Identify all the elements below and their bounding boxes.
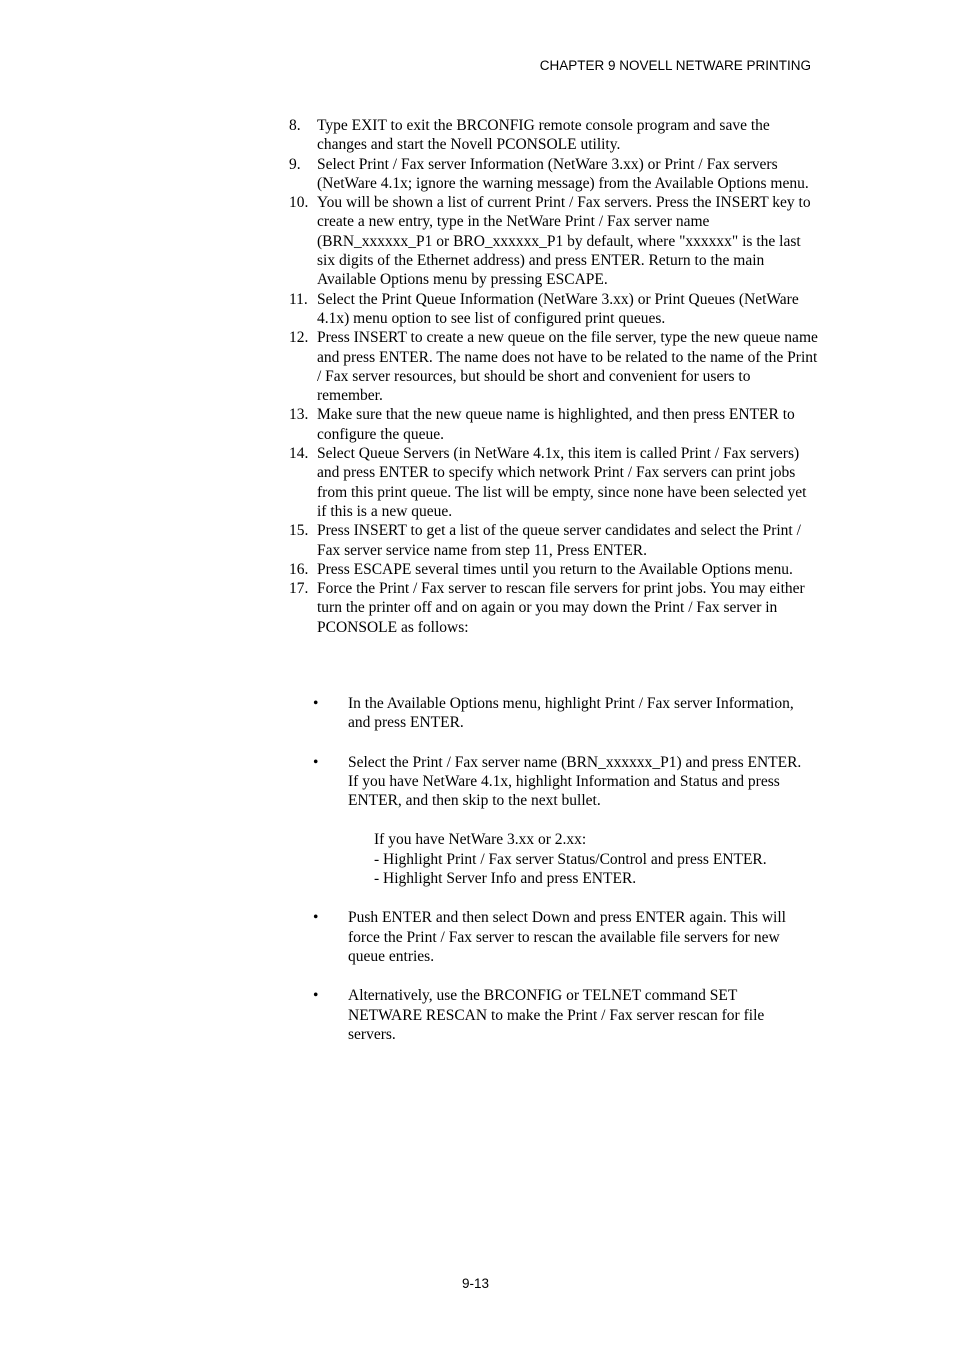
step-item [289, 328, 819, 405]
step-text: Press ESCAPE several times until you return to the Available Options menu. [317, 560, 793, 578]
step-item [289, 444, 819, 521]
note-line: - Highlight Server Info and press ENTER. [374, 870, 637, 888]
step-number: 8. [289, 117, 301, 134]
step-number: 11. [289, 290, 308, 308]
steps-list [289, 116, 819, 637]
step-text: Make sure that the new queue name is highlighted, and then press ENTER to configure the queue. [317, 406, 795, 443]
note-line: - Highlight Print / Fax server Status/Control and press ENTER. [374, 850, 767, 868]
bullet-list [313, 694, 813, 1064]
chapter-header: CHAPTER 9 NOVELL NETWARE PRINTING [539, 58, 811, 73]
bullet-item [313, 694, 813, 733]
bullet-icon: • [313, 753, 319, 771]
step-text: Press INSERT to get a list of the queue server candidates and select the Print / Fax server service name from step 11, Press ENTER. [317, 522, 801, 559]
bullet-text: Alternatively, use the BRCONFIG or TELNET command SET NETWARE RESCAN to make the Print / Fax server rescan for file servers. [348, 987, 765, 1043]
bullet-text: Select the Print / Fax server name (BRN_xxxxxx_P1) and press ENTER. If you have NetWare 4.1x, highlight Information and Status and press ENTER, and then skip to the next bullet. [348, 753, 802, 810]
step-text: Select Queue Servers (in NetWare 4.1x, this item is called Print / Fax servers) and press ENTER to specify which network Print / Fax servers can print jobs from this print queue. The list will be empty, since none have been selected yet if this is a new queue. [317, 445, 807, 520]
step-number: 12. [289, 329, 309, 347]
step-item [289, 521, 819, 560]
bullet-icon: • [313, 909, 319, 927]
note-line: If you have NetWare 3.xx or 2.xx: [374, 831, 587, 849]
bullet-icon: • [313, 695, 319, 712]
bullet-item [313, 908, 813, 966]
bullet-text: Push ENTER and then select Down and press ENTER again. This will force the Print / Fax server to rescan the available file servers for new queue entries. [348, 909, 786, 965]
step-number: 9. [289, 155, 301, 173]
step-item [289, 290, 819, 329]
step-text: Type EXIT to exit the BRCONFIG remote console program and save the changes and start the Novell PCONSOLE utility. [317, 117, 770, 154]
step-text: Force the Print / Fax server to rescan file servers for print jobs. You may either turn the printer off and on again or you may down the Print / Fax server in PCONSOLE as follows: [317, 580, 805, 636]
step-item [289, 560, 819, 579]
step-item [289, 155, 819, 194]
step-text: Select Print / Fax server Information (NetWare 3.xx) or Print / Fax servers (NetWare 4.1x; ignore the warning message) from the Available Options menu. [317, 155, 809, 192]
step-number: 15. [289, 522, 309, 540]
bullet-text: In the Available Options menu, highlight Print / Fax server Information, and press ENTER. [348, 695, 794, 732]
step-number: 17. [289, 580, 309, 598]
step-item [289, 193, 819, 289]
step-number: 10. [289, 194, 309, 212]
step-item [289, 579, 819, 637]
step-text: Press INSERT to create a new queue on the file server, type the new queue name and press ENTER. The name does not have to be related to the name of the Print / Fax server resources, but should be short and convenient for users to remember. [317, 329, 818, 405]
bullet-item [313, 753, 813, 889]
netware-3xx-note [348, 830, 813, 888]
bullet-item [313, 986, 813, 1044]
step-number: 14. [289, 445, 309, 463]
step-number: 16. [289, 560, 309, 578]
page-number: 9-13 [462, 1276, 490, 1291]
step-item [289, 405, 819, 444]
step-text: You will be shown a list of current Print / Fax servers. Press the INSERT key to create a new entry, type in the NetWare Print / Fax server name (BRN_xxxxxx_P1 or BRO_xxxxxx_P1 by default, where "xxxxxx" is the last six digits of the Ethernet address) and press ENTER. Return to the main Available Options menu by pressing ESCAPE. [317, 194, 811, 289]
step-item [289, 116, 819, 155]
step-text: Select the Print Queue Information (NetWare 3.xx) or Print Queues (NetWare 4.1x) menu option to see list of configured print queues. [317, 290, 799, 327]
bullet-icon: • [313, 987, 319, 1005]
step-number: 13. [289, 406, 309, 424]
